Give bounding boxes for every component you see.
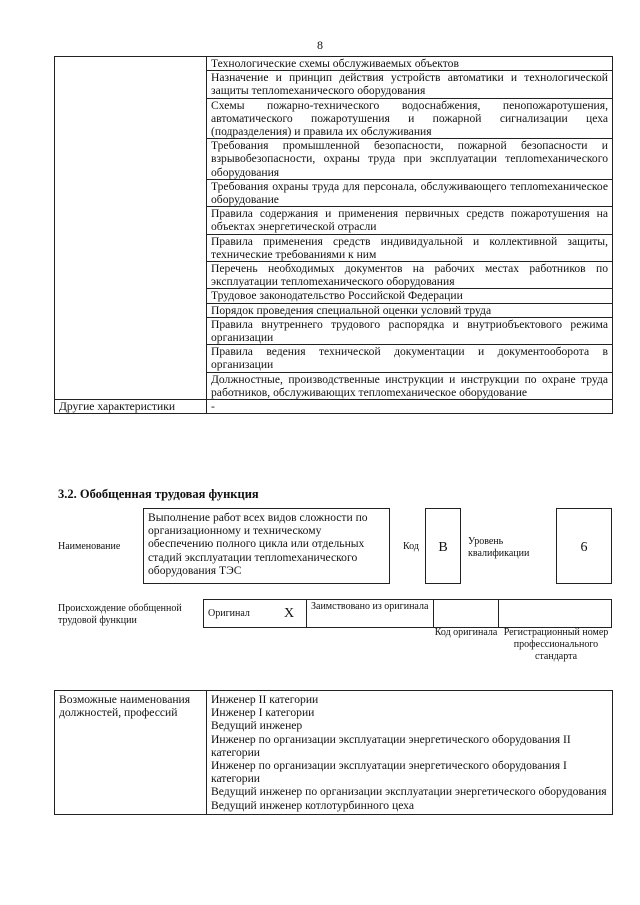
page-number: 8 [317,38,323,52]
other-characteristics-value: - [207,400,613,414]
knowledge-item: Порядок проведения специальной оценки условий труда [207,303,613,317]
function-name-box: Выполнение работ всех видов сложности по организационному и техническому обеспечению полного цикла или отдельных стадий эксплуатации теплomеханического оборудования ТЭС [143,508,390,584]
position-item: Инженер по организации эксплуатации энергетического оборудования I категории [211,759,567,786]
knowledge-item: Схемы пожарно-технического водоснабжения, пенопожаротушения, автоматического пожаротушения и пожарной сигнализации цеха (подразделения) и правила их обслуживания [207,98,613,139]
position-item: Инженер по организации эксплуатации энергетического оборудования II категории [211,732,571,759]
position-item: Ведущий инженер по организации эксплуатации энергетического оборудования [211,785,607,799]
knowledge-row [55,57,613,71]
reg-number-label: Регистрационный номер профессионального стандарта [503,627,609,662]
knowledge-item: Требования промышленной безопасности, пожарной безопасности и взрывобезопасности, охраны труда при эксплуатации теплomеханического оборудования [207,139,613,180]
reg-number-cell [499,600,612,628]
positions-label: Возможные наименования должностей, профессий [55,691,207,815]
knowledge-item: Трудовое законодательство Российской Федерации [207,289,613,303]
positions-row [55,691,613,815]
code-value-box: B [425,508,461,584]
borrowed-label: Заимствовано из оригинала [307,600,434,628]
other-characteristics-row [55,400,613,414]
name-label: Наименование [58,541,121,552]
position-item: Ведущий инженер [211,719,303,733]
position-item: Ведущий инженер котлотурбинного цеха [211,798,414,812]
qualification-level-box: 6 [556,508,612,584]
knowledge-item: Технологические схемы обслуживаемых объектов [207,57,613,71]
code-original-cell [434,600,499,628]
knowledge-item: Требования охраны труда для персонала, обслуживающего теплomеханическое оборудование [207,179,613,206]
knowledge-item: Назначение и принцип действия устройств автоматики и технологической защиты теплomеханического оборудования [207,71,613,98]
knowledge-item: Правила ведения технической документации и документооборота в организации [207,345,613,372]
origin-label: Происхождение обобщенной трудовой функции [58,603,182,626]
origin-row [204,600,612,628]
section-heading: 3.2. Обобщенная трудовая функция [58,487,259,501]
original-mark: X [272,600,307,628]
knowledge-item: Правила содержания и применения первичных средств пожаротушения на объектах энергетической отрасли [207,207,613,234]
knowledge-item: Должностные, производственные инструкции и инструкции по охране труда работников, обслуживающих теплomеханическое оборудование [207,372,613,399]
code-label: Код [403,541,419,552]
knowledge-table-body [55,57,613,414]
positions-list [207,691,613,815]
code-original-label: Код оригинала [434,627,498,638]
qualification-level-label: Уровень квалификации [468,536,530,559]
knowledge-label-cell [55,57,207,400]
origin-table [203,599,612,628]
position-item: Инженер I категории [211,706,315,720]
original-label: Оригинал [204,600,273,628]
knowledge-item: Правила применения средств индивидуальной и коллективной защиты, технические требованиями к ним [207,234,613,261]
positions-table [54,690,613,815]
knowledge-item: Правила внутреннего трудового распорядка и внутриобъектового режима организации [207,317,613,344]
knowledge-item: Перечень необходимых документов на рабочих местах работников по эксплуатации теплomеханического оборудования [207,262,613,289]
knowledge-table [54,56,613,414]
other-characteristics-label: Другие характеристики [55,400,207,414]
position-item: Инженер II категории [211,693,319,706]
